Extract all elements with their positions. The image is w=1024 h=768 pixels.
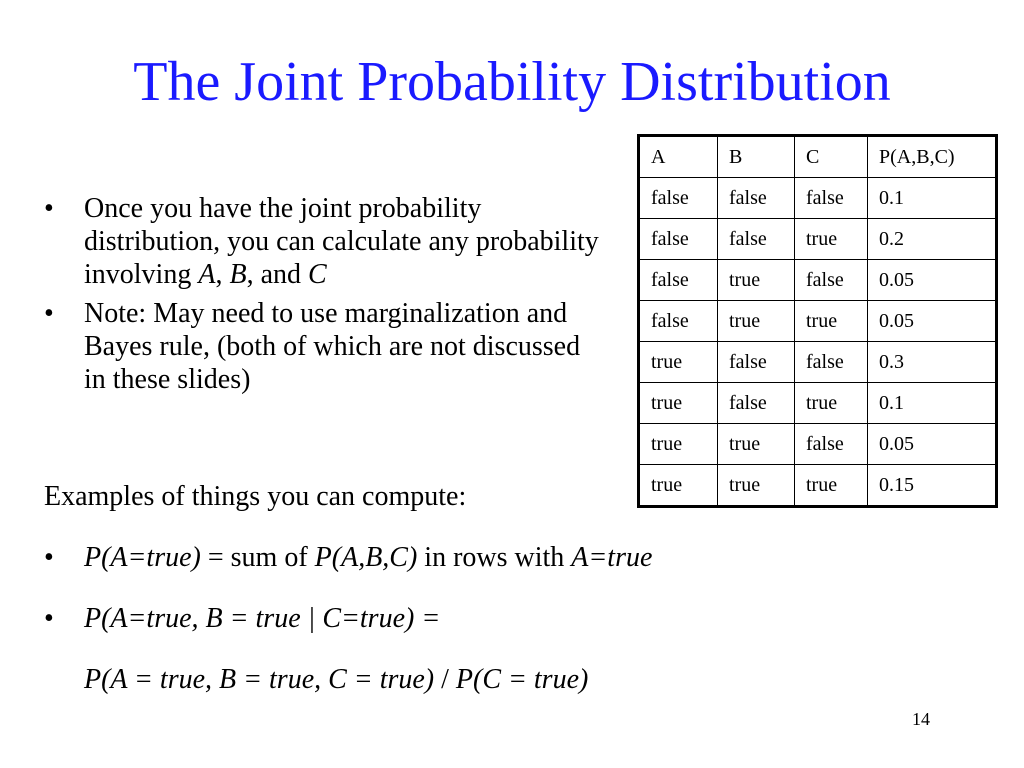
cell-probability: 0.3 — [868, 342, 997, 383]
cell-c: false — [795, 260, 868, 301]
cell-a: false — [639, 301, 718, 342]
cell-probability: 0.2 — [868, 219, 997, 260]
cell-probability: 0.1 — [868, 178, 997, 219]
variable-c: C — [308, 259, 327, 290]
table-row — [639, 424, 997, 465]
formula-joint: P(A,B,C) — [314, 542, 418, 573]
cell-a: true — [639, 424, 718, 465]
cell-b: false — [718, 219, 795, 260]
table-row — [639, 383, 997, 424]
cell-a: true — [639, 465, 718, 507]
cell-b: true — [718, 465, 795, 507]
cell-b: true — [718, 301, 795, 342]
cell-b: false — [718, 342, 795, 383]
example-item-conditional — [44, 602, 944, 696]
formula-lhs: P(A=true) — [84, 542, 201, 573]
bullet-marker: • — [44, 603, 54, 634]
cell-c: true — [795, 219, 868, 260]
bullet-list — [44, 192, 604, 402]
example-item-marginal — [44, 541, 944, 574]
formula-text: = sum of — [200, 542, 315, 573]
table-row — [639, 465, 997, 507]
cell-c: true — [795, 383, 868, 424]
table-row — [639, 260, 997, 301]
header-b: B — [718, 136, 795, 178]
cell-b: true — [718, 424, 795, 465]
table-row — [639, 301, 997, 342]
cell-c: false — [795, 424, 868, 465]
cell-probability: 0.1 — [868, 383, 997, 424]
formula-conditional: P(A=true, B = true | C=true) = — [84, 603, 441, 634]
example-list — [44, 541, 944, 724]
cell-probability: 0.05 — [868, 424, 997, 465]
cell-c: false — [795, 178, 868, 219]
table-row — [639, 178, 997, 219]
variable-a: A — [198, 259, 216, 290]
cell-a: true — [639, 383, 718, 424]
cell-c: true — [795, 301, 868, 342]
table-header-row — [639, 136, 997, 178]
cell-probability: 0.05 — [868, 301, 997, 342]
bullet-marker: • — [44, 542, 54, 573]
cell-c: false — [795, 342, 868, 383]
cell-c: true — [795, 465, 868, 507]
bullet-text: Note: May need to use marginalization and Bayes rule, (both of which are not discussed in these slides) — [84, 298, 581, 395]
header-a: A — [639, 136, 718, 178]
cell-b: false — [718, 383, 795, 424]
variable-b: B — [229, 259, 247, 290]
joint-probability-table — [637, 134, 998, 508]
separator: , — [215, 259, 230, 290]
cell-b: true — [718, 260, 795, 301]
bullet-marker: • — [44, 298, 54, 329]
bullet-text: Once you have the joint probability distribution, you can calculate any probability involving — [84, 193, 599, 290]
slide-title: The Joint Probability Distribution — [133, 51, 891, 113]
cell-a: false — [639, 178, 718, 219]
header-probability: P(A,B,C) — [868, 136, 997, 178]
formula-expansion — [84, 663, 944, 696]
bullet-item-note — [44, 297, 604, 396]
formula-condition: A=true — [571, 542, 653, 573]
cell-a: false — [639, 219, 718, 260]
cell-a: false — [639, 260, 718, 301]
page-number: 14 — [912, 709, 930, 729]
separator: , and — [246, 259, 308, 290]
table-row — [639, 342, 997, 383]
cell-a: true — [639, 342, 718, 383]
formula-denominator: P(C = true) — [455, 664, 589, 695]
formula-divide: / — [434, 664, 456, 695]
cell-probability: 0.15 — [868, 465, 997, 507]
cell-b: false — [718, 178, 795, 219]
examples-heading: Examples of things you can compute: — [44, 481, 467, 512]
formula-text: in rows with — [417, 542, 572, 573]
table-row — [639, 219, 997, 260]
bullet-marker: • — [44, 193, 54, 224]
bullet-item-joint-distribution — [44, 192, 604, 291]
header-c: C — [795, 136, 868, 178]
formula-numerator: P(A = true, B = true, C = true) — [84, 664, 435, 695]
cell-probability: 0.05 — [868, 260, 997, 301]
